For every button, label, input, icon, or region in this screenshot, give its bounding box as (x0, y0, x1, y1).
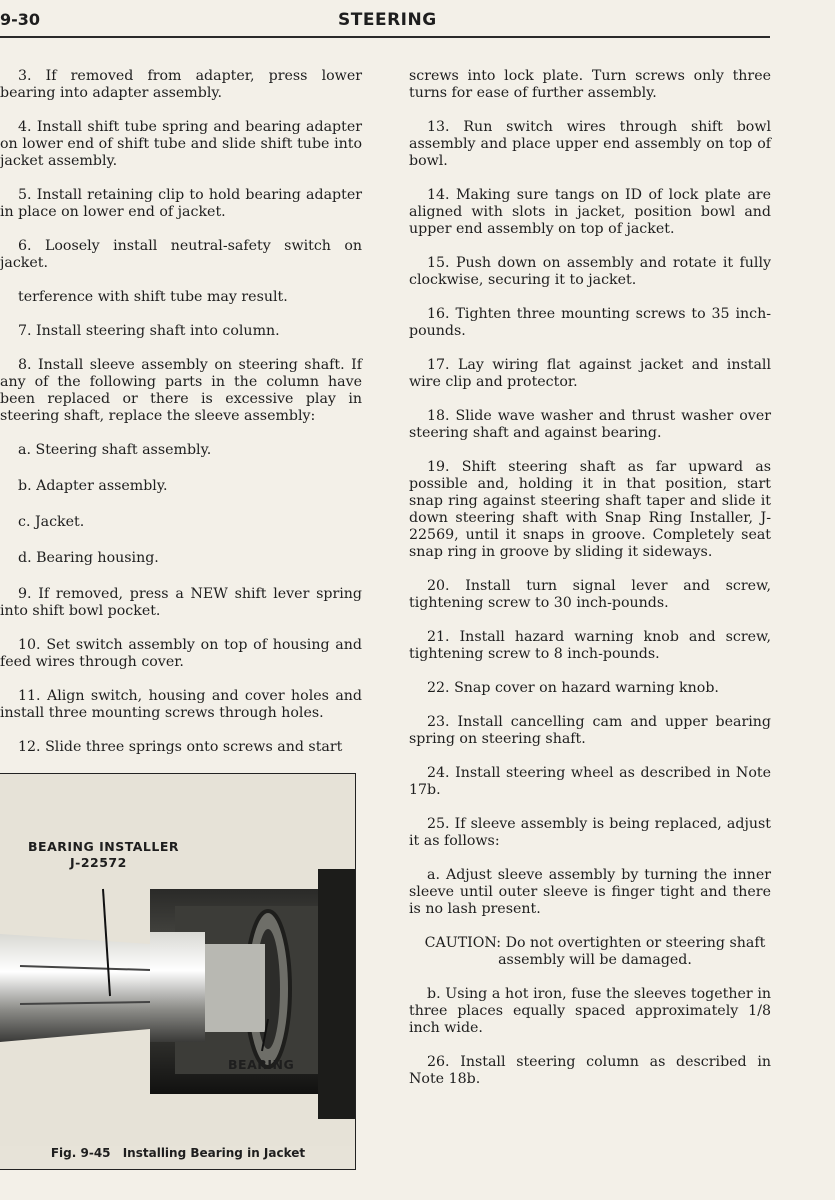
figure-number: Fig. 9-45 (50, 1146, 111, 1160)
figure-caption (0, 1146, 356, 1160)
bearing-installer-illustration (0, 774, 355, 1146)
header-rule (0, 36, 770, 38)
tool-number: J-22572 (70, 855, 127, 870)
step-20: 20. Install turn signal lever and screw, tightening screw to 30 inch-pounds. (409, 578, 771, 611)
step-7: 7. Install steering shaft into column. (18, 323, 280, 339)
step-26: 26. Install steering column as described in Note 18b. (409, 1054, 771, 1087)
step-25: 25. If sleeve assembly is being replaced, adjust it as follows: (409, 816, 771, 849)
bearing-label: BEARING (228, 1057, 295, 1072)
left-column (0, 68, 362, 773)
caution-note: CAUTION: Do not overtighten or steering shaft assembly will be damaged. (424, 935, 766, 968)
step-10: 10. Set switch assembly on top of housing and feed wires through cover. (0, 637, 362, 670)
step-25-item-b: b. Using a hot iron, fuse the sleeves together in three places equally spaced approximately 1/8 inch wide. (409, 986, 771, 1036)
step-16: 16. Tighten three mounting screws to 35 inch-pounds. (409, 306, 771, 339)
step-3: 3. If removed from adapter, press lower bearing into adapter assembly. (0, 68, 362, 101)
step-6: 6. Loosely install neutral-safety switch on jacket. (0, 238, 362, 271)
step-8-item-d: d. Bearing housing. (18, 550, 159, 566)
step-19: 19. Shift steering shaft as far upward as possible and, holding it in that position, start snap ring against steering shaft taper and slide it down steering shaft with Snap Ring Installer, J-22569, until it snaps in groove. Completely seat snap ring in groove by sliding it sideways. (409, 459, 771, 560)
step-4: 4. Install shift tube spring and bearing adapter on lower end of shift tube and slide shift tube into jacket assembly. (0, 119, 362, 169)
step-18: 18. Slide wave washer and thrust washer over steering shaft and against bearing. (409, 408, 771, 441)
step-8-item-c: c. Jacket. (18, 514, 85, 530)
right-column (409, 68, 771, 1105)
step-15: 15. Push down on assembly and rotate it fully clockwise, securing it to jacket. (409, 255, 771, 288)
installer-tool (0, 934, 150, 1042)
figure-9-45 (0, 773, 356, 1170)
step-12: 12. Slide three springs onto screws and start (18, 739, 343, 755)
step-8: 8. Install sleeve assembly on steering shaft. If any of the following parts in the column have been replaced or there is excessive play in steering shaft, replace the sleeve assembly: (0, 357, 362, 424)
step-21: 21. Install hazard warning knob and screw, tightening screw to 8 inch-pounds. (409, 629, 771, 662)
step-22: 22. Snap cover on hazard warning knob. (427, 680, 719, 696)
step-17: 17. Lay wiring flat against jacket and install wire clip and protector. (409, 357, 771, 390)
step-6-continued: terference with shift tube may result. (18, 289, 288, 305)
step-25-item-a: a. Adjust sleeve assembly by turning the inner sleeve until outer sleeve is finger tight and there is no lash present. (409, 867, 771, 917)
step-23: 23. Install cancelling cam and upper bearing spring on steering shaft. (409, 714, 771, 747)
step-11: 11. Align switch, housing and cover holes and install three mounting screws through holes. (0, 688, 362, 721)
step-12-continued: screws into lock plate. Turn screws only three turns for ease of further assembly. (409, 68, 771, 101)
step-5: 5. Install retaining clip to hold bearing adapter in place on lower end of jacket. (0, 187, 362, 220)
page-number: 9-30 (0, 10, 41, 29)
page-title: STEERING (338, 10, 437, 30)
step-14: 14. Making sure tangs on ID of lock plate are aligned with slots in jacket, position bowl and upper end assembly on top of jacket. (409, 187, 771, 237)
step-9: 9. If removed, press a NEW shift lever spring into shift bowl pocket. (0, 586, 362, 619)
step-13: 13. Run switch wires through shift bowl assembly and place upper end assembly on top of bowl. (409, 119, 771, 169)
step-8-item-a: a. Steering shaft assembly. (18, 442, 212, 458)
figure-caption-text: Installing Bearing in Jacket (122, 1146, 306, 1160)
bearing-installer-label (28, 839, 179, 871)
step-8-item-b: b. Adapter assembly. (18, 478, 168, 494)
bearing-installer-name: BEARING INSTALLER (28, 839, 180, 854)
step-24: 24. Install steering wheel as described in Note 17b. (409, 765, 771, 798)
